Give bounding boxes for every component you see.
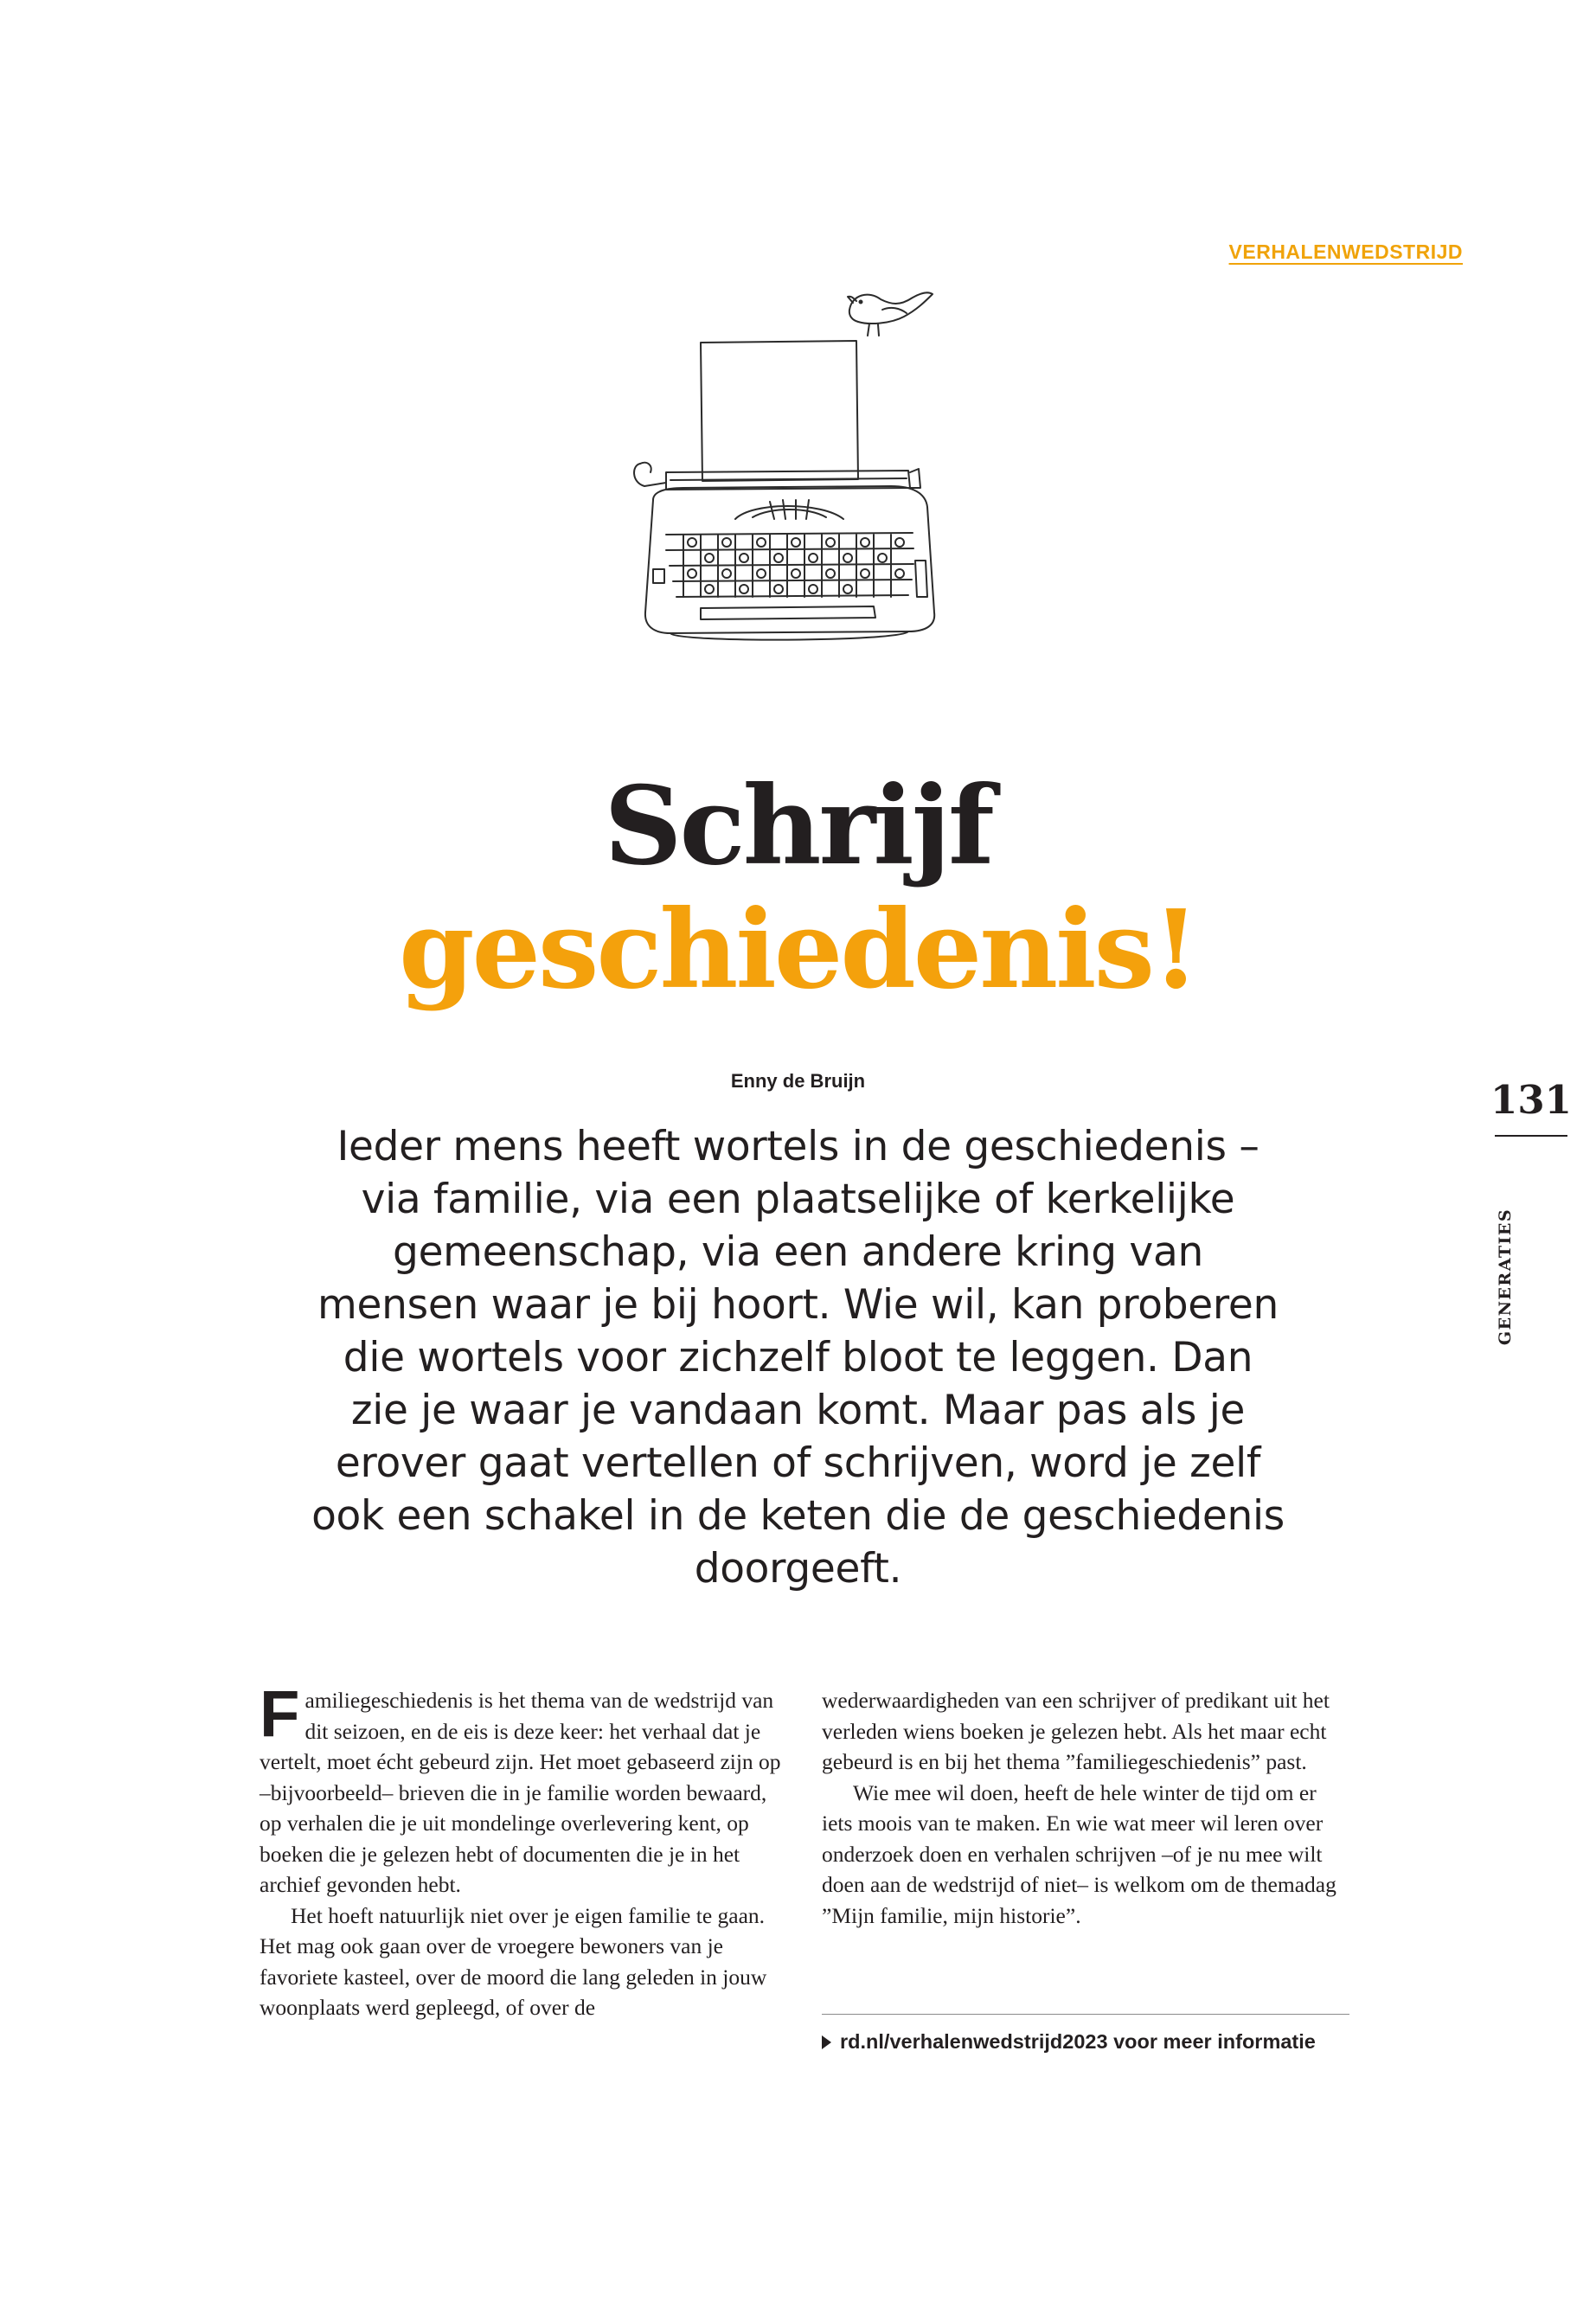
section-label: VERHALENWEDSTRIJD — [1228, 240, 1463, 263]
intro-paragraph: Ieder mens heeft wortels in de geschiedenis – via familie, via een plaatselijke of kerkelijke gemeenschap, via een andere kring van mensen waar je bij hoort. Wie wil, kan proberen die wortels voor zichzelf bloot te leggen. Dan zie je waar je vandaan komt. Maar pas als je erover gaat vertellen of schrijven, word je zelf ook een schakel in de keten die de geschiedenis doorgeeft. — [311, 1123, 1285, 1593]
dropcap: F — [260, 1677, 300, 1751]
paper-sheet — [701, 341, 858, 481]
body-paragraph-text: amiliegeschiedenis is het thema van de wedstrijd van dit seizoen, en de eis is deze keer: het verhaal dat je vertelt, moet écht gebeurd zijn. Het moet gebaseerd zijn op –bijvoorbeeld– brieven die in je familie worden bewaard, op verhalen die je uit mondelinge overlevering kent, op boeken die je gelezen hebt of documenten die je in het archief gevonden hebt. — [260, 1688, 781, 1897]
body-paragraph: Het hoeft natuurlijk niet over je eigen familie te gaan. Het mag ook gaan over de vroegere bewoners van je favoriete kasteel, over de moord die lang geleden in jouw woonplaats werd gepleegd, of over de — [260, 1902, 767, 2020]
bird-icon — [848, 292, 933, 336]
body-column-right — [822, 1685, 1349, 1931]
info-link[interactable] — [822, 2030, 1358, 2054]
page-number-rule — [1495, 1135, 1567, 1137]
typewriter-with-bird-illustration — [606, 275, 986, 664]
body-paragraph: wederwaardigheden van een schrijver of predikant uit het verleden wiens boeken je gelezen hebt. Als het maar echt gebeurd is en bij het thema ”familiegeschiedenis” past. — [822, 1688, 1330, 1774]
page-number: 131 — [1490, 1077, 1572, 1123]
info-link-text[interactable]: rd.nl/verhalenwedstrijd2023 voor meer informatie — [840, 2030, 1316, 2053]
triangle-right-icon — [822, 2035, 831, 2049]
info-divider — [822, 2014, 1349, 2015]
title-line-1: Schrijf — [604, 763, 992, 889]
body-column-left — [260, 1677, 787, 2023]
title-line-2: geschiedenis! — [399, 887, 1197, 1013]
body-paragraph — [260, 1677, 787, 1900]
keyboard — [666, 533, 913, 597]
body-paragraph: Wie mee wil doen, heeft de hele winter de tijd om er iets moois van te maken. En wie wat meer wil leren over onderzoek doen en verhalen schrijven –of je nu mee wilt doen aan de wedstrijd of niet– is welkom om de themadag ”Mijn familie, mijn historie”. — [822, 1779, 1336, 1928]
section-name: GENERATIES — [1496, 1208, 1515, 1346]
author-byline: Enny de Bruijn — [730, 1070, 866, 1092]
